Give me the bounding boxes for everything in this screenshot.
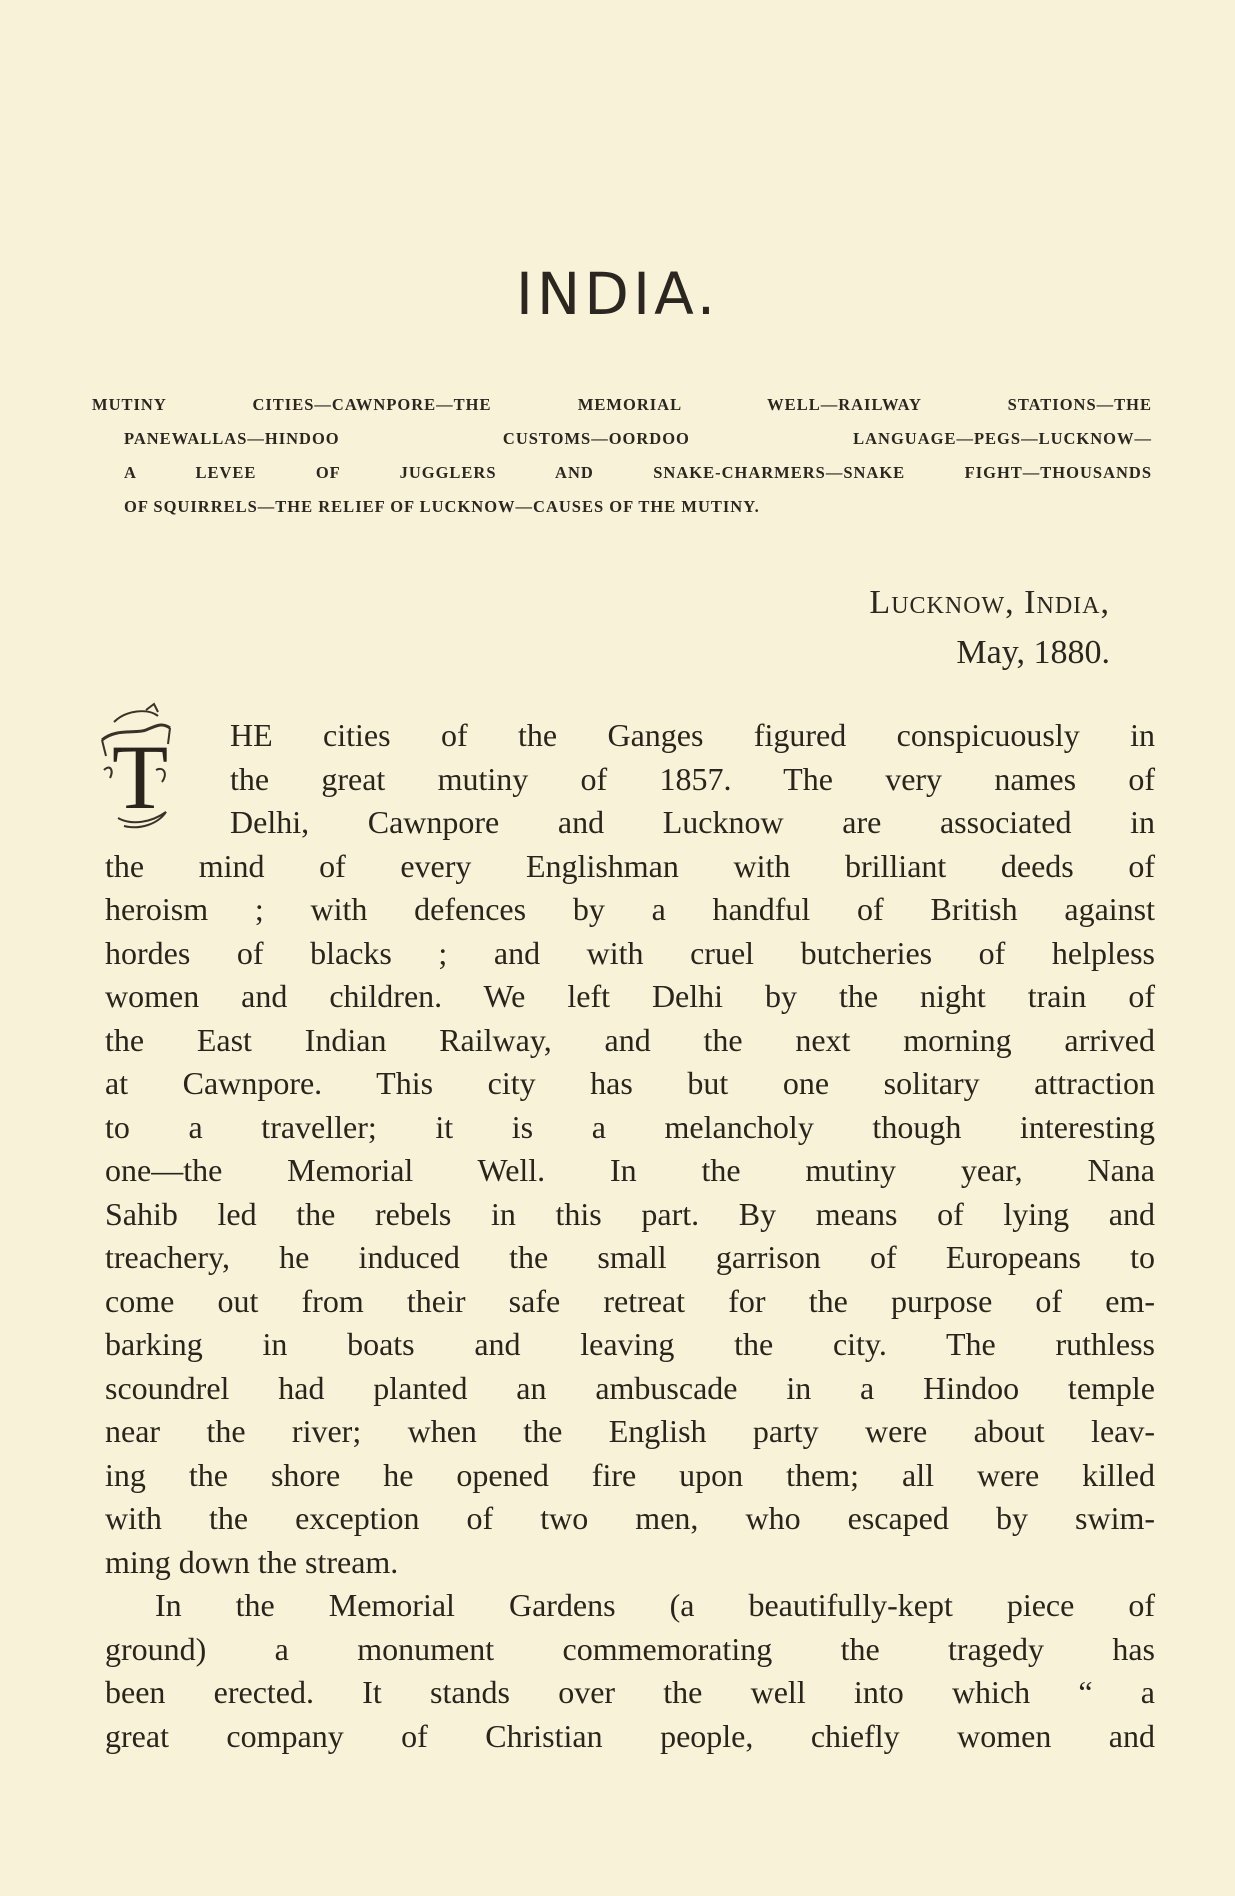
chapter-title: INDIA. bbox=[515, 260, 720, 328]
text-line: Sahib led the rebels in this part. By means of lying and bbox=[105, 1195, 1155, 1232]
text-line: the mind of every Englishman with brilliant deeds of bbox=[105, 847, 1155, 884]
text-line: great company of Christian people, chiefly women and bbox=[105, 1717, 1155, 1754]
text-line: Delhi, Cawnpore and Lucknow are associated in bbox=[230, 804, 1155, 840]
text-line: barking in boats and leaving the city. The ruthless bbox=[105, 1326, 1155, 1362]
text-line: hordes of blacks ; and with cruel butcheries of helpless bbox=[105, 934, 1155, 971]
text-line: In the Memorial Gardens (a beautifully-kept piece of bbox=[155, 1587, 1155, 1623]
synopsis-line: PANEWALLAS—HINDOO CUSTOMS—OORDOO LANGUAGE—PEGS—LUCKNOW— bbox=[124, 429, 1152, 448]
text-line: scoundrel had planted an ambuscade in a Hindoo temple bbox=[105, 1369, 1155, 1406]
text-line: the great mutiny of 1857. The very names of bbox=[230, 760, 1155, 797]
text-line: at Cawnpore. This city has but one solitary attraction bbox=[105, 1065, 1155, 1101]
synopsis-line: A LEVEE OF JUGGLERS AND SNAKE-CHARMERS—SNAKE FIGHT—THOUSANDS bbox=[124, 463, 1152, 482]
text-line: treachery, he induced the small garrison of Europeans to bbox=[105, 1239, 1155, 1275]
text-line: ground) a monument commemorating the tragedy has bbox=[105, 1630, 1155, 1667]
body-text bbox=[105, 714, 1155, 1758]
text-line: to a traveller; it is a melancholy though interesting bbox=[105, 1108, 1155, 1145]
dateline bbox=[869, 578, 1110, 678]
synopsis-line: OF SQUIRRELS—THE RELIEF OF LUCKNOW—CAUSES OF THE MUTINY. bbox=[124, 497, 760, 516]
chapter-synopsis bbox=[92, 388, 1152, 524]
text-line: ming down the stream. bbox=[105, 1543, 399, 1580]
text-line: with the exception of two men, who escaped by swim- bbox=[105, 1500, 1155, 1536]
dateline-date: May, 1880. bbox=[956, 634, 1110, 671]
synopsis-line: MUTINY CITIES—CAWNPORE—THE MEMORIAL WELL—RAILWAY STATIONS—THE bbox=[92, 395, 1152, 414]
text-line: women and children. We left Delhi by the night train of bbox=[105, 978, 1155, 1014]
text-line: been erected. It stands over the well into which “ a bbox=[105, 1674, 1155, 1710]
text-line: come out from their safe retreat for the purpose of em- bbox=[105, 1282, 1155, 1319]
dateline-place: Lucknow, India, bbox=[869, 584, 1110, 621]
text-line: one—the Memorial Well. In the mutiny year, Nana bbox=[105, 1152, 1155, 1188]
dropcap-letter: T bbox=[112, 726, 169, 828]
text-line: heroism ; with defences by a handful of British against bbox=[105, 891, 1155, 927]
text-line: HE cities of the Ganges figured conspicuously in bbox=[230, 717, 1155, 753]
text-line: ing the shore he opened fire upon them; all were killed bbox=[105, 1456, 1155, 1493]
text-line: near the river; when the English party were about leav- bbox=[105, 1413, 1155, 1449]
text-line: the East Indian Railway, and the next morning arrived bbox=[105, 1021, 1155, 1058]
